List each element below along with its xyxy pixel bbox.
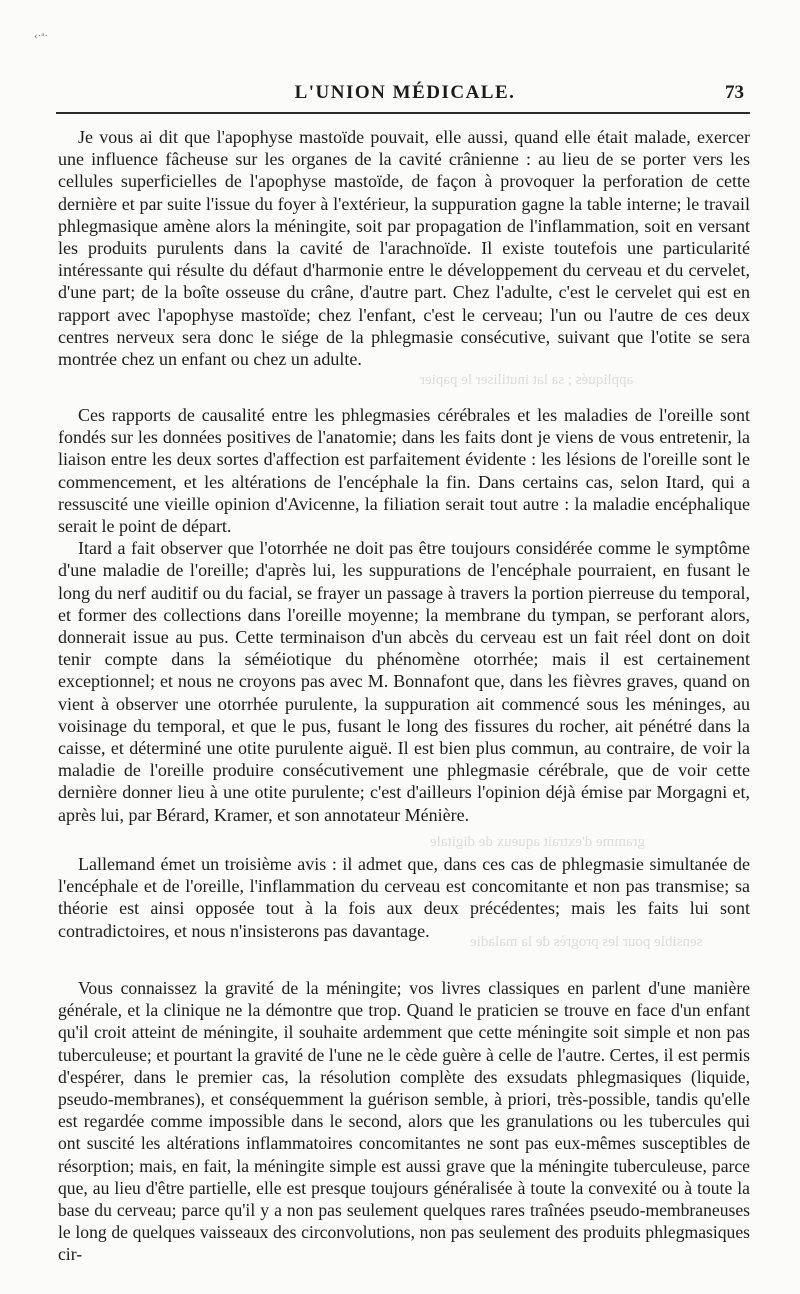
text-section	[58, 126, 750, 370]
paragraph: Lallemand émet un troisième avis : il admet que, dans ces cas de phlegmasie simultanée de l'encéphale et de l'oreille, l'inflammation du cerveau est concomitante et non pas transmise; sa théorie est ainsi opposée tout à la fois aux deux précédentes; mais les faits lui sont contradictoires, et nous n'insisterons pas davantage.	[58, 854, 750, 941]
show-through-text: sensible pour les progrès de la maladie	[470, 934, 703, 950]
show-through-text: gramme d'extrait aqueux de digitale	[430, 834, 646, 850]
paragraph: Vous connaissez la gravité de la méningite; vos livres classiques en parlent d'une manière générale, et la clinique ne la démontre que trop. Quand le praticien se trouve en face d'un enfant qu'il croit atteint de méningite, il souhaite ardemment que cette méningite soit simple et non pas tuberculeuse; et pourtant la gravité de l'une ne le cède guère à celle de l'autre. Certes, il est permis d'espérer, dans le premier cas, la résolution complète des exsudats phlegmasiques (liquide, pseudo-membranes), et conséquemment la guérison semble, à priori, très-possible, tandis qu'elle est regardée comme impossible dans le second, alors que les granulations ou les tubercules qui ont suscité les altérations inflammatoires concomitantes ne sont pas eux-mêmes susceptibles de résorption; mais, en fait, la méningite simple est aussi grave que la méningite tuberculeuse, parce que, au lieu d'être partielle, elle est presque toujours généralisée à toute la convexité ou à toute la base du cerveau; parce qu'il y a non pas seulement quelques rares traînées pseudo-membraneuses le long de quelques vaisseaux des circonvolutions, non pas seulement des produits phlegmasiques cir-	[58, 978, 750, 1265]
show-through-text: appliqués ; sa lat inutiliser le papier	[420, 372, 634, 388]
page-number: 73	[725, 82, 744, 103]
paragraph: Ces rapports de causalité entre les phlegmasies cérébrales et les maladies de l'oreille sont fondés sur les données positives de l'anatomie; dans les faits dont je viens de vous entretenir, la liaison entre les deux sortes d'affection est parfaitement évidente : les lésions de l'oreille sont le commencement, et les altérations de l'encéphale la fin. Dans certains cas, selon Itard, qui a ressuscité une vieille opinion d'Avicenne, la filiation serait tout autre : la maladie encéphalique serait le point de départ.	[58, 405, 750, 537]
header-rule	[56, 112, 750, 114]
paragraph: Itard a fait observer que l'otorrhée ne doit pas être toujours considérée comme le symptôme d'une maladie de l'oreille; d'après lui, les suppurations de l'encéphale pourraient, en fusant le long du nerf auditif ou du facial, se frayer un passage à travers la portion pierreuse du temporal, et former des collections dans l'oreille moyenne; la membrane du tympan, se perforant alors, donnerait issue au pus. Cette terminaison d'un abcès du cerveau est un fait réel dont on doit tenir compte dans la séméiotique du phénomène otorrhée; mais il est certainement exceptionnel; et nous ne croyons pas avec M. Bonnafont que, dans les fièvres graves, quand on vient à observer une otorrhée purulente, la suppuration ait commencé sous les méninges, au voisinage du temporal, et que le pus, fusant le long des fissures du rocher, ait pénétré dans la caisse, et déterminé une otite purulente aiguë. Il est bien plus commun, au contraire, de voir la maladie de l'oreille produire consécutivement une phlegmasie cérébrale, que de voir cette dernière donner lieu à une otite purulente; c'est d'ailleurs l'opinion déjà émise par Morgagni et, après lui, par Bérard, Kramer, et son annotateur Ménière.	[58, 538, 750, 825]
paragraph: Je vous ai dit que l'apophyse mastoïde pouvait, elle aussi, quand elle était malade, exercer une influence fâcheuse sur les organes de la cavité crânienne : au lieu de se porter vers les cellules superficielles de l'apophyse mastoïde, de façon à provoquer la perforation de cette dernière et par suite l'issue du foyer à l'extérieur, la suppuration gagne la table interne; le travail phlegmasique amène alors la méningite, soit par propagation de l'inflammation, soit en versant les produits purulents dans la cavité de l'arachnoïde. Il existe toutefois une particularité intéressante qui résulte du défaut d'harmonie entre le développement du cerveau et du cervelet, d'une part; de la boîte osseuse du crâne, d'autre part. Chez l'adulte, c'est le cervelet qui est en rapport avec l'apophyse mastoïde; chez l'enfant, c'est le cerveau; l'un ou l'autre de ces deux centres nerveux sera donc le siége de la phlegmasie consécutive, suivant que l'otite se sera montrée chez un enfant ou chez un adulte.	[58, 127, 750, 370]
page-stain-mark: ‹·ᵃ·	[34, 30, 48, 42]
text-section	[58, 853, 750, 942]
text-section	[58, 977, 750, 1266]
journal-title: L'UNION MÉDICALE.	[294, 82, 516, 103]
text-section	[58, 404, 750, 826]
running-header	[60, 78, 750, 108]
